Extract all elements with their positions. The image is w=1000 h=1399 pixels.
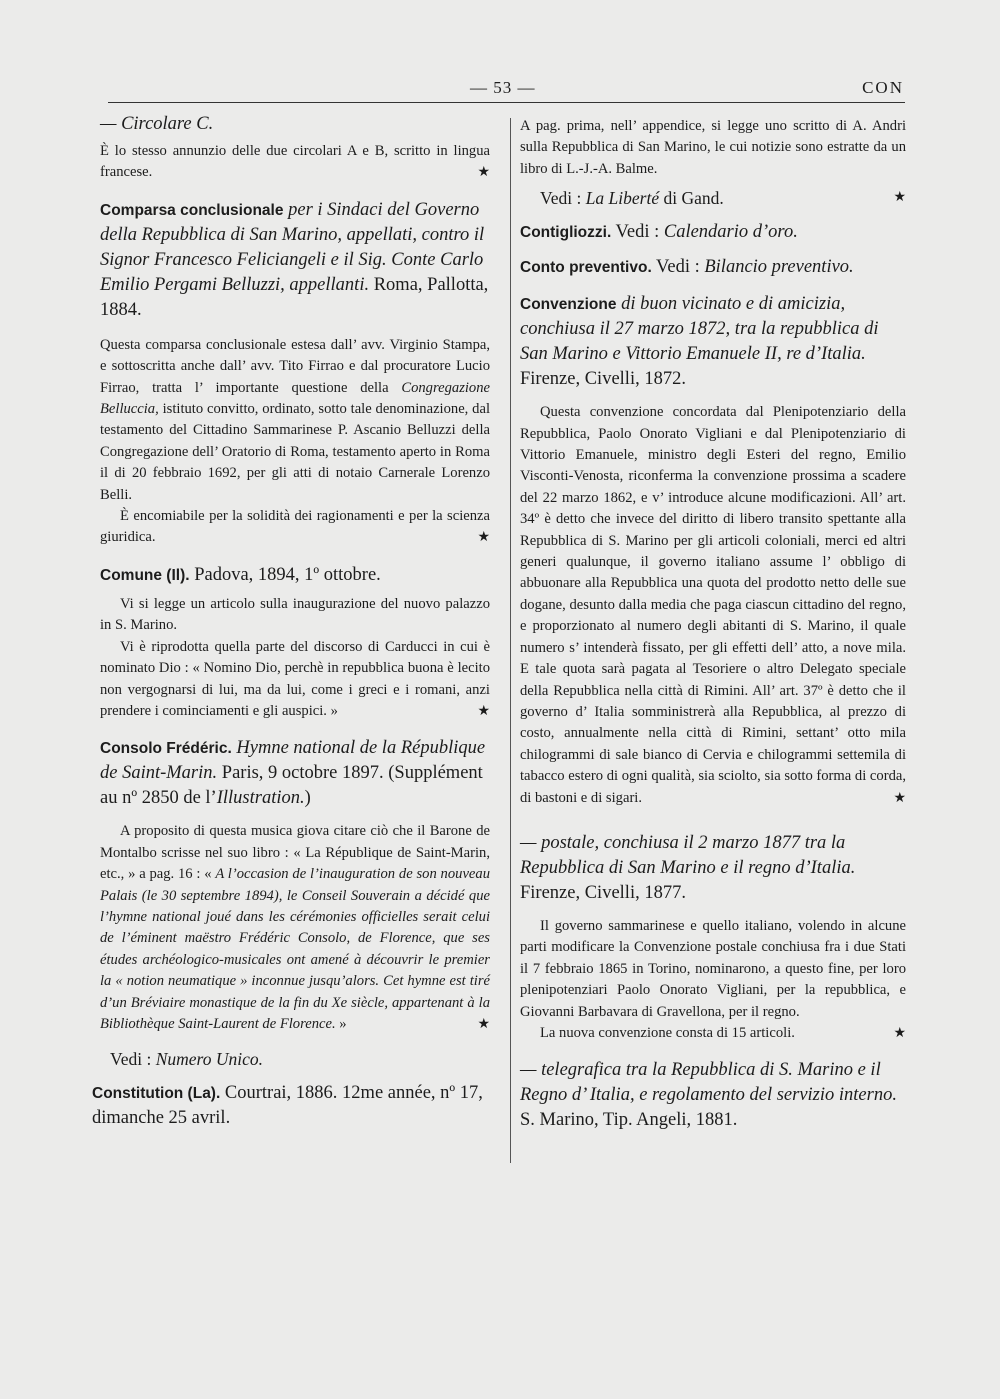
entry-body: È lo stesso annunzio delle due circolari A e B, scritto in lingua francese. <box>100 143 490 181</box>
vedi-label: Vedi : <box>110 1049 156 1070</box>
header-rule <box>108 102 905 103</box>
vedi-rest: di Gand. <box>659 188 724 209</box>
page-number: — 53 — <box>470 78 536 97</box>
entry-keyword: Conto preventivo. <box>520 259 652 277</box>
entry-convenzione <box>520 292 906 809</box>
entry-comune <box>100 563 490 722</box>
entry-convenzione-postale <box>520 831 906 1044</box>
running-head: CON <box>862 78 904 97</box>
entry-title: — postale, conchiusa il 2 marzo 1877 tra la Repubblica di San Marino e il regno d’Italia. <box>520 832 856 878</box>
star-icon: ★ <box>477 1016 490 1032</box>
page-header <box>0 78 1000 102</box>
entry-imprint: Firenze, Civelli, 1877. <box>520 882 686 903</box>
entry-imprint: S. Marino, Tip. Angeli, 1881. <box>520 1110 738 1131</box>
entry-keyword: Constitution (La). <box>92 1085 221 1103</box>
left-column <box>92 112 490 1141</box>
entry-title: per i Sindaci del Governo della Repubblica di San Marino, appellati, contro il Signor Francesco Feliciangeli e il Sig. Conte Carlo Emilio Pergami Belluzzi, appellanti. <box>100 199 485 295</box>
cross-reference-link[interactable]: Calendario d’oro. <box>663 222 798 243</box>
star-icon: ★ <box>893 190 906 206</box>
entry-body: Questa convenzione concordata dal Plenipotenziario della Repubblica, Paolo Onorato Vigliani e dal Plenipotenziario di Vittorio Emanuele, ministro degli Esteri del regno, Emilio Visconti-Venosta, riconferma la convenzione prossima a scadere del 22 marzo 1862, e v’ introduce alcune modificazioni. All’ art. 34º è detto che invece del diritto di libero transito spettante alla Repubblica di S. Marino per gli articoli coloniali, merci ed altri generi qualunque, il governo italiano assume l’ obbligo di abbuonare alla Repubblica una quota del prodotto netto delle sue dogane, desunto dalla media che paga ciascun cittadino del regno, e proporzionato al numero degli abitanti di S. Marino, il quale numero s’ intenderà fissato, per gli effetti dell’ atto, a nove mila. E tale quota sarà pagata al Tesoriere o altro Delegato speciale della Repubblica nella città di Rimini. All’ art. 37º è detto che il governo d’ Italia somministrerà alla Repubblica, al prezzo di costo, annualmente nella città di Rimini, settant’ otto mila chilogrammi di sale bianco di Cervia e chilogrammi settemila di tabacco estero di ogni qualità, sia sciolto, sia sotto forma di corda, di bastoni e di sigari. <box>520 404 906 806</box>
entry-consolo <box>100 736 490 1071</box>
entry-title: — telegrafica tra la Repubblica di S. Marino e il Regno d’ Italia, e regolamento del servizio interno. <box>520 1060 897 1106</box>
entry-body: La nuova convenzione consta di 15 articoli. <box>540 1024 795 1041</box>
star-icon: ★ <box>477 165 490 181</box>
entry-body: A proposito di questa musica giova citare ciò che il Barone de Montalbo scrisse nel suo libro : « La République de Saint-Marin, etc., » a pag. 16 : « <box>100 823 490 883</box>
entry-body-italic: A l’occasion de l’inauguration de son nouveau Palais (le 30 septembre 1894), le Conseil Souverain a décidé que l’hymne national joué dans les cérémonies officielles serait celui de l’éminent maëstro Frédéric Consolo, de Florence, que ses études archéologico-musicales ont amené à découvrir le premier la « notion neumatique » inconnue jusqu’alors. Cet hymne est tiré d’un Bréviaire monastique de la fin du Xe siècle, appartenant à la Bibliothèque Saint-Laurent de Florence. <box>100 866 490 1032</box>
entry-contigliozzi <box>520 220 906 245</box>
entry-body: istituto convitto, ordinato, sotto tale denominazione, dal testamento del Cittadino Sammarinese P. Ascanio Belluzzi della Congregazione dell’ Oratorio di Roma, testamento aperto in Roma il di 20 febbraio 1692, per gli atti di notaio Carnerale Lorenzo Belli. <box>100 401 490 503</box>
entry-imprint: Firenze, Civelli, 1872. <box>520 369 686 390</box>
entry-body: Il governo sammarinese e quello italiano, volendo in alcune parti modificare la Convenzione postale conchiusa fra i due Stati il 7 febbraio 1865 in Torino, nominarono, a questo fine, per loro plenipotenziari Paolo Onorato Vigliani, per la repubblica, e Giovanni Barbavara di Gravellona, per il regno. <box>520 917 906 1020</box>
vedi-label: Vedi : <box>611 222 664 243</box>
cross-reference-link[interactable]: La Liberté <box>585 188 660 209</box>
cross-reference-link[interactable]: Numero Unico. <box>155 1049 263 1070</box>
entry-body-italic: Congregazione Belluccia, <box>100 379 490 418</box>
entry-keyword: Comune (Il). <box>100 566 190 584</box>
entry-imprint-italic: Illustration. <box>216 788 305 809</box>
entry-continuation <box>520 116 906 210</box>
entry-circolare <box>100 112 490 184</box>
entry-imprint: Roma, Pallotta, 1884. <box>100 274 489 320</box>
star-icon: ★ <box>477 530 490 546</box>
entry-body: Questa comparsa conclusionale estesa dall’ avv. Virginio Stampa, e sottoscritta anche dall’ avv. Tito Firrao e dal procuratore Lucio Firrao, tratta l’ importante questione della <box>100 336 490 396</box>
right-column <box>520 112 906 1143</box>
entry-convenzione-telegrafica <box>520 1058 906 1133</box>
entry-imprint-end: ) <box>304 788 311 809</box>
entry-keyword: Contigliozzi. <box>520 224 612 242</box>
entry-title: — Circolare C. <box>100 114 214 134</box>
entry-imprint: Paris, 9 octobre 1897. (Supplément au nº 2850 de l’ <box>100 763 483 809</box>
entry-body-end: » <box>335 1015 347 1032</box>
entry-body: A pag. prima, nell’ appendice, si legge uno scritto di A. Andri sulla Repubblica di San Marino, le cui notizie sono estratte da un libro di L.-J.-A. Balme. <box>520 118 906 177</box>
column-divider <box>510 118 511 1163</box>
entry-body: Vi si legge un articolo sulla inaugurazione del nuovo palazzo in S. Marino. <box>100 595 490 634</box>
entry-keyword: Comparsa conclusionale <box>100 201 284 219</box>
star-icon: ★ <box>893 1025 906 1041</box>
entry-keyword: Convenzione <box>520 296 617 314</box>
entry-conto-preventivo <box>520 255 906 280</box>
star-icon: ★ <box>893 790 906 806</box>
entry-body: È encomiabile per la solidità dei ragionamenti e per la scienza giuridica. <box>100 508 490 546</box>
entry-imprint: Padova, 1894, 1º ottobre. <box>189 564 381 585</box>
vedi-label: Vedi : <box>651 257 705 278</box>
entry-title: di buon vicinato e di amicizia, conchiusa il 27 marzo 1872, tra la repubblica di San Marino e Vittorio Emanuele II, re d’Italia. <box>520 294 879 365</box>
star-icon: ★ <box>477 703 490 719</box>
entry-imprint: Courtrai, 1886. 12me année, nº 17, dimanche 25 avril. <box>92 1083 483 1129</box>
entry-constitution <box>92 1081 490 1131</box>
entry-title: Hymne national de la République de Saint-Marin. <box>100 738 486 784</box>
entry-comparsa <box>100 198 490 549</box>
vedi-label: Vedi : <box>540 188 586 209</box>
cross-reference-link[interactable]: Bilancio preventivo. <box>704 257 854 278</box>
entry-body: Vi è riprodotta quella parte del discorso di Carducci in cui è nominato Dio : « Nomino Dio, perchè in repubblica buona è lecito non vergognarsi di lui, ma da lui, come i greci e i romani, anzi prendere i cominciamenti e gli auspici. » <box>100 638 490 719</box>
entry-keyword: Consolo Frédéric. <box>100 740 232 758</box>
